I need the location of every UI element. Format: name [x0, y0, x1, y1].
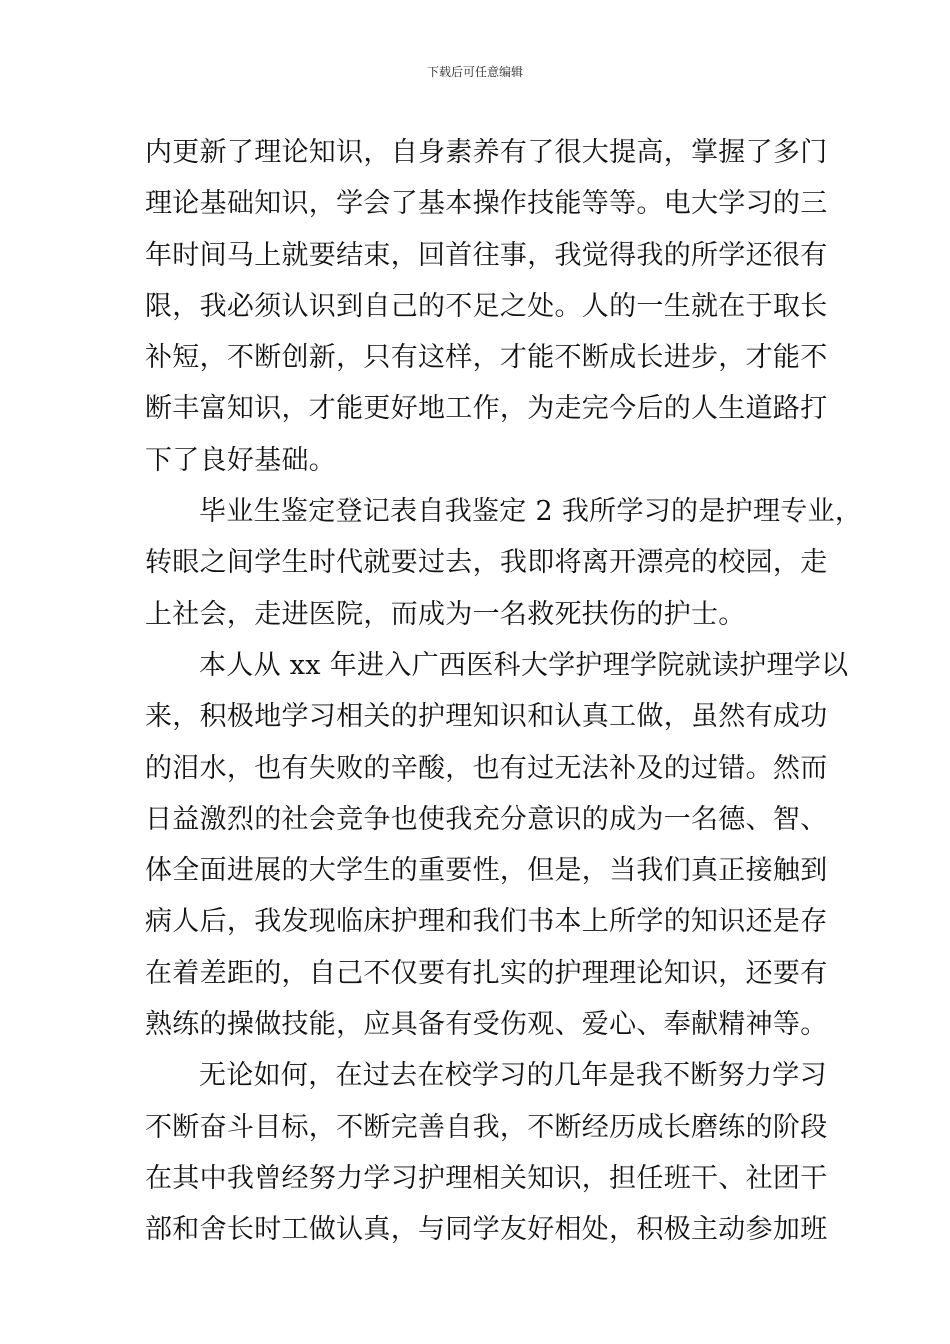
text-line: 补短，不断创新，只有这样，才能不断成长进步，才能不 [145, 342, 828, 374]
text-line: 下了良好基础。 [145, 444, 337, 476]
text-line: 在着差距的，自己不仅要有扎实的护理理论知识，还要有 [145, 957, 828, 989]
text-line: 在其中我曾经努力学习护理相关知识，担任班干、社团干 [145, 1162, 828, 1194]
text-line: 病人后，我发现临床护理和我们书本上所学的知识还是存 [145, 906, 828, 938]
text-line: 不断奋斗目标，不断完善自我，不断经历成长磨练的阶段 [145, 1111, 828, 1143]
text-line: 的泪水，也有失败的辛酸，也有过无法补及的过错。然而 [145, 752, 828, 784]
text-line: 断丰富知识，才能更好地工作，为走完今后的人生道路打 [145, 393, 828, 425]
paragraph-2 [145, 486, 863, 640]
paragraph-4 [145, 1050, 828, 1255]
text-line: 内更新了理论知识，自身素养有了很大提高，掌握了多门 [145, 137, 828, 168]
text-line: 限，我必须认识到自己的不足之处。人的一生就在于取长 [145, 290, 828, 322]
text-line: 来，积极地学习相关的护理知识和认真工做，虽然有成功 [145, 701, 828, 733]
text-line: 本人从 xx 年进入广西医科大学护理学院就读护理学以 [199, 649, 849, 681]
text-line: 熟练的操做技能，应具备有受伤观、爱心、奉献精神等。 [145, 1009, 828, 1041]
page-header: 下载后可任意编辑 [426, 65, 523, 79]
text-line: 毕业生鉴定登记表自我鉴定 2 我所学习的是护理专业， [199, 496, 863, 528]
text-line: 体全面进展的大学生的重要性，但是，当我们真正接触到 [145, 855, 828, 887]
text-line: 转眼之间学生时代就要过去，我即将离开漂亮的校园，走 [145, 547, 828, 579]
text-line: 理论基础知识，学会了基本操作技能等等。电大学习的三 [145, 188, 828, 220]
paragraph-1 [145, 127, 828, 486]
text-line: 上社会，走进医院，而成为一名救死扶伤的护士。 [145, 598, 746, 630]
document-body [145, 127, 863, 1256]
text-line: 无论如何，在过去在校学习的几年是我不断努力学习 [199, 1060, 827, 1092]
paragraph-3 [145, 640, 849, 1050]
text-line: 年时间马上就要结束，回首往事，我觉得我的所学还很有 [145, 239, 828, 271]
text-line: 日益激烈的社会竞争也使我充分意识的成为一名德、智、 [145, 803, 828, 835]
text-line: 部和舍长时工做认真，与同学友好相处，积极主动参加班 [145, 1214, 828, 1246]
